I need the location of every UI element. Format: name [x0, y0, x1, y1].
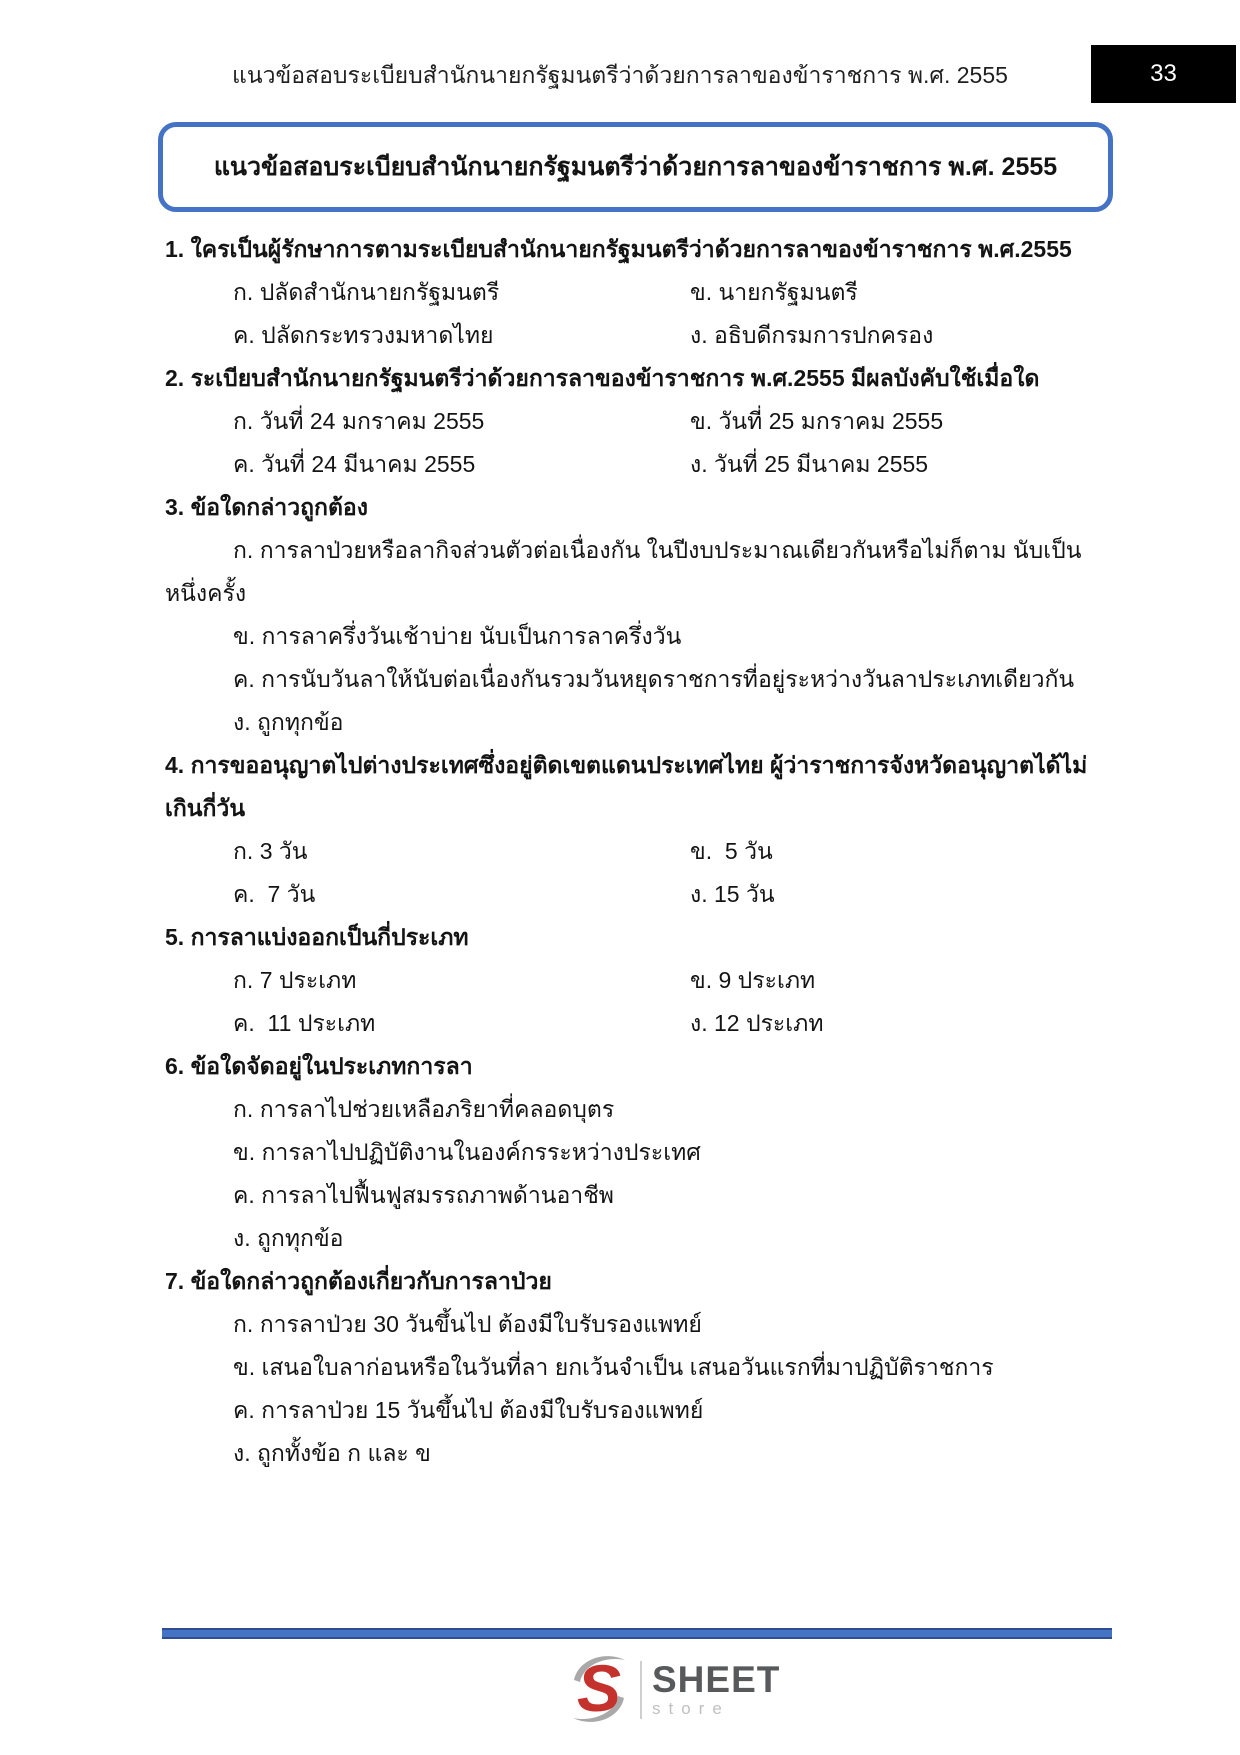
logo-divider: [640, 1661, 642, 1719]
option: ข. 9 ประเภท: [690, 967, 816, 993]
question-text: 6. ข้อใดจัดอยู่ในประเภทการลา: [165, 1053, 473, 1079]
option: ก. 3 วัน: [233, 838, 308, 864]
question-number: 1.: [165, 236, 185, 262]
option: ง. ถูกทั้งข้อ ก และ ข: [233, 1440, 431, 1466]
question-2: [165, 357, 1112, 486]
question-number: 5.: [165, 924, 185, 950]
page-number-badge: [1091, 45, 1236, 103]
question-5: [165, 916, 1112, 1045]
option: ค. 11 ประเภท: [233, 1010, 376, 1036]
question-number: 2.: [165, 365, 185, 391]
footer-divider-bar: [162, 1628, 1112, 1639]
logo-subtitle: store: [652, 1699, 730, 1718]
question-number: 7.: [165, 1268, 185, 1294]
option: ก. การลาไปช่วยเหลือภริยาที่คลอดบุตร: [233, 1096, 615, 1122]
question-number: 3.: [165, 494, 185, 520]
options: [165, 1303, 1112, 1475]
option: ง. วันที่ 25 มีนาคม 2555: [690, 451, 929, 477]
option: ค. ปลัดกระทรวงมหาดไทย: [233, 322, 494, 348]
option: ข. 5 วัน: [690, 838, 773, 864]
option: ข. การลาไปปฏิบัติงานในองค์กรระหว่างประเทศ: [233, 1139, 701, 1165]
option: ค. 7 วัน: [233, 881, 316, 907]
question-7: [165, 1260, 1112, 1475]
options: [165, 529, 1112, 744]
options: [165, 271, 1112, 357]
option: ง. 12 ประเภท: [690, 1010, 824, 1036]
svg-text:S: S: [576, 1651, 622, 1725]
question-text: 4. การขออนุญาตไปต่างประเทศซึ่งอยู่ติดเขตแดนประเทศไทย ผู้ว่าราชการจังหวัดอนุญาตได้ไม่เกินกี่วัน: [165, 752, 1088, 821]
page-title: แนวข้อสอบระเบียบสำนักนายกรัฐมนตรีว่าด้วยการลาของข้าราชการ พ.ศ. 2555: [213, 153, 1058, 181]
question-text: 1. ใครเป็นผู้รักษาการตามระเบียบสำนักนายกรัฐมนตรีว่าด้วยการลาของข้าราชการ พ.ศ.2555: [165, 236, 1072, 262]
option: ค. การนับวันลาให้นับต่อเนื่องกันรวมวันหยุดราชการที่อยู่ระหว่างวันลาประเภทเดียวกัน: [233, 666, 1075, 692]
options: [165, 400, 1112, 486]
question-3: [165, 486, 1112, 744]
option: ก. 7 ประเภท: [233, 967, 357, 993]
option: ก. การลาป่วย 30 วันขึ้นไป ต้องมีใบรับรองแพทย์: [233, 1311, 702, 1337]
question-number: 4.: [165, 752, 185, 778]
options: [165, 1088, 1112, 1260]
title-box: [158, 122, 1113, 212]
question-4: [165, 744, 1112, 916]
option: ข. นายกรัฐมนตรี: [690, 279, 858, 305]
question-text: 2. ระเบียบสำนักนายกรัฐมนตรีว่าด้วยการลาของข้าราชการ พ.ศ.2555 มีผลบังคับใช้เมื่อใด: [165, 365, 1040, 391]
page-number: 33: [1150, 60, 1177, 87]
question-number: 6.: [165, 1053, 185, 1079]
questions-area: [165, 228, 1112, 1475]
option: ข. เสนอใบลาก่อนหรือในวันที่ลา ยกเว้นจำเป็น เสนอวันแรกที่มาปฏิบัติราชการ: [233, 1354, 994, 1380]
option: ข. วันที่ 25 มกราคม 2555: [690, 408, 944, 434]
logo-text: [652, 1661, 780, 1719]
option: ง. ถูกทุกข้อ: [233, 1225, 344, 1251]
option: ก. การลาป่วยหรือลากิจส่วนตัวต่อเนื่องกัน ในปีงบประมาณเดียวกันหรือไม่ก็ตาม นับเป็นหนึ่งครั้ง: [165, 537, 1082, 606]
options: [165, 830, 1112, 916]
option: ก. ปลัดสำนักนายกรัฐมนตรี: [233, 279, 500, 305]
option: ข. การลาครึ่งวันเช้าบ่าย นับเป็นการลาครึ่งวัน: [233, 623, 682, 649]
option: ง. อธิบดีกรมการปกครอง: [690, 322, 934, 348]
question-text: 3. ข้อใดกล่าวถูกต้อง: [165, 494, 368, 520]
question-1: [165, 228, 1112, 357]
question-text: 5. การลาแบ่งออกเป็นกี่ประเภท: [165, 924, 469, 950]
page-header: แนวข้อสอบระเบียบสำนักนายกรัฐมนตรีว่าด้วยการลาของข้าราชการ พ.ศ. 2555: [232, 62, 1008, 88]
logo-title: SHEET: [652, 1659, 781, 1700]
option: ก. วันที่ 24 มกราคม 2555: [233, 408, 485, 434]
option: ค. การลาไปฟื้นฟูสมรรถภาพด้านอาชีพ: [233, 1182, 614, 1208]
option: ค. การลาป่วย 15 วันขึ้นไป ต้องมีใบรับรองแพทย์: [233, 1397, 704, 1423]
option: ง. 15 วัน: [690, 881, 775, 907]
logo-s-icon: [568, 1650, 630, 1730]
question-6: [165, 1045, 1112, 1260]
sheet-store-logo: [568, 1650, 780, 1730]
question-text: 7. ข้อใดกล่าวถูกต้องเกี่ยวกับการลาป่วย: [165, 1268, 552, 1294]
option: ง. ถูกทุกข้อ: [233, 709, 344, 735]
option: ค. วันที่ 24 มีนาคม 2555: [233, 451, 476, 477]
options: [165, 959, 1112, 1045]
